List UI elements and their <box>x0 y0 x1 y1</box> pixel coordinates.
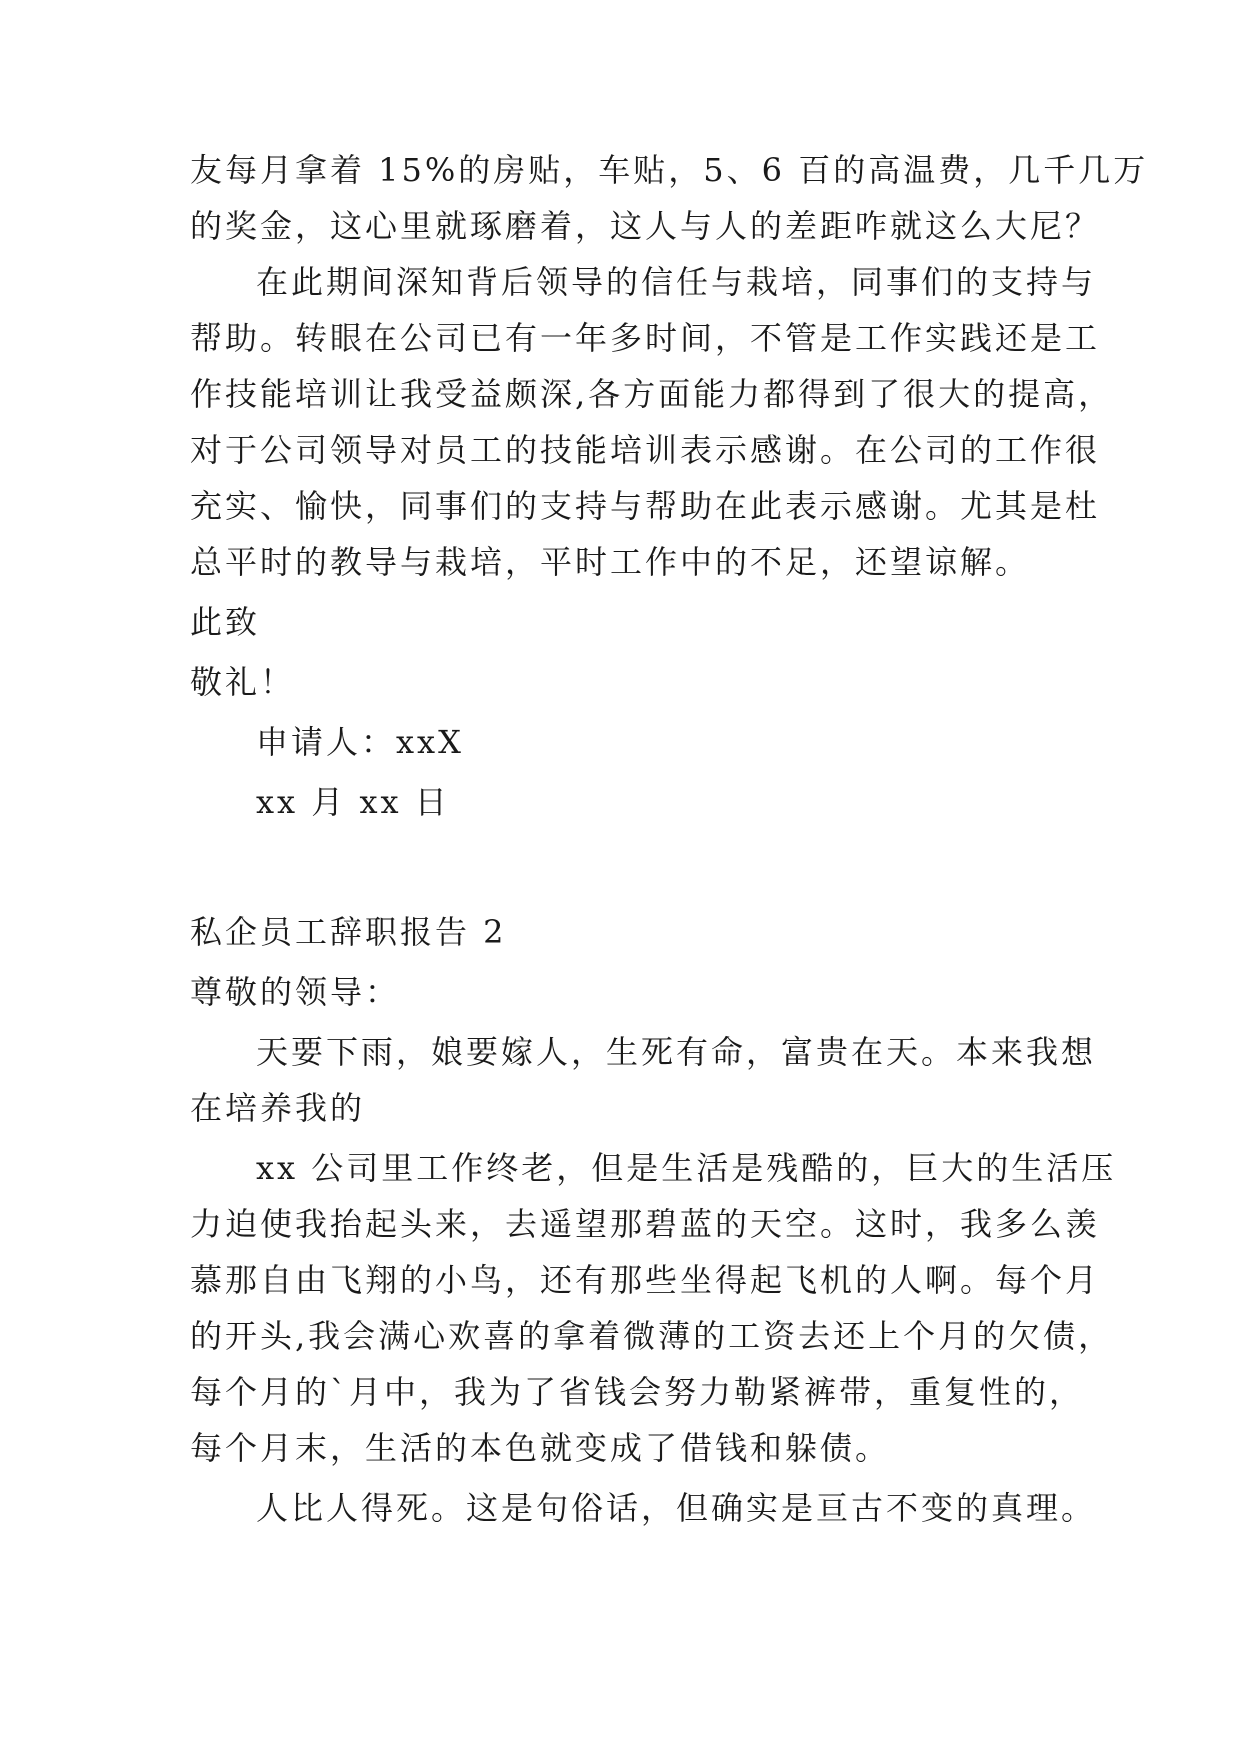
paragraph-line: 在此期间深知背后领导的信任与栽培，同事们的支持与 <box>256 263 1097 301</box>
paragraph-line: 的奖金，这心里就琢磨着，这人与人的差距咋就这么大尼？ <box>190 207 1101 245</box>
paragraph-line: 充实、愉快，同事们的支持与帮助在此表示感谢。尤其是杜 <box>190 487 1101 525</box>
paragraph-line: 力迫使我抬起头来，去遥望那碧蓝的天空。这时，我多么羡 <box>190 1205 1101 1243</box>
paragraph-line: xx 公司里工作终老，但是生活是残酷的，巨大的生活压 <box>256 1149 1117 1187</box>
paragraph-line: 作技能培训让我受益颇深,各方面能力都得到了很大的提高， <box>190 375 1114 413</box>
paragraph-line: 友每月拿着 15%的房贴，车贴，5、6 百的高温费，几千几万 <box>190 151 1149 189</box>
paragraph-line: 慕那自由飞翔的小鸟，还有那些坐得起飞机的人啊。每个月 <box>190 1261 1101 1299</box>
paragraph-line: 的开头,我会满心欢喜的拿着微薄的工资去还上个月的欠债， <box>190 1317 1114 1355</box>
paragraph-line: 人比人得死。这是句俗话，但确实是亘古不变的真理。 <box>256 1489 1097 1527</box>
applicant-signature: 申请人：xxX <box>256 723 464 761</box>
paragraph-line: 在培养我的 <box>190 1089 366 1127</box>
date-line: xx 月 xx 日 <box>256 783 450 821</box>
paragraph-line: 每个月的`月中，我为了省钱会努力勒紧裤带，重复性的， <box>190 1373 1085 1411</box>
salutation: 尊敬的领导： <box>190 973 401 1011</box>
paragraph-line: 每个月末，生活的本色就变成了借钱和躲债。 <box>190 1429 891 1467</box>
paragraph-line: 对于公司领导对员工的技能培训表示感谢。在公司的工作很 <box>190 431 1101 469</box>
paragraph-line: 帮助。转眼在公司已有一年多时间，不管是工作实践还是工 <box>190 319 1101 357</box>
paragraph-line: 总平时的教导与栽培，平时工作中的不足，还望谅解。 <box>190 543 1031 581</box>
closing-line: 敬礼！ <box>190 663 296 701</box>
paragraph-line: 天要下雨，娘要嫁人，生死有命，富贵在天。本来我想 <box>256 1033 1097 1071</box>
closing-line: 此致 <box>190 603 261 641</box>
section-title: 私企员工辞职报告 2 <box>190 913 507 951</box>
